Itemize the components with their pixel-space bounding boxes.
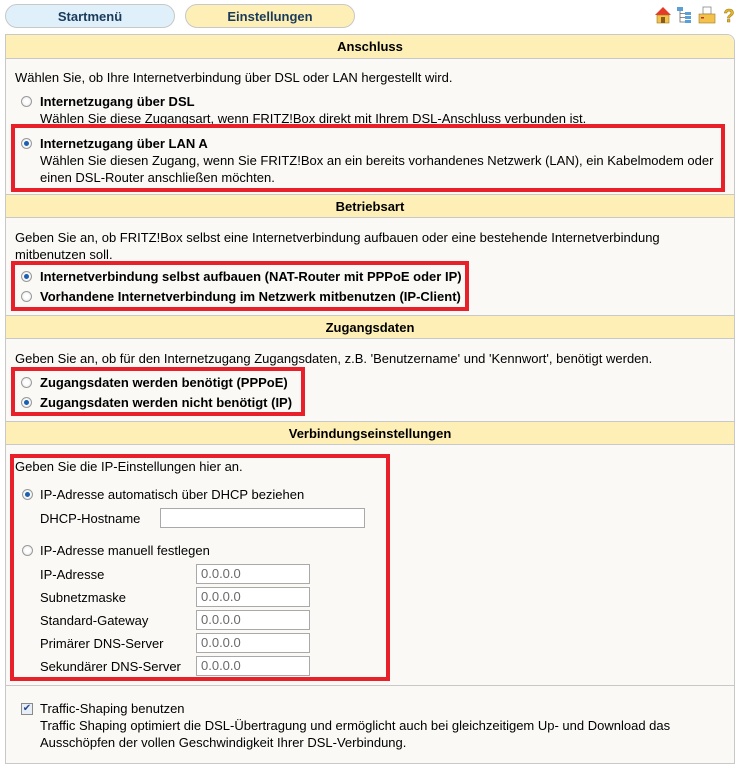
svg-text:?: ?: [723, 6, 735, 24]
option-ip-client-label: Vorhandene Internetverbindung im Netzwerk mitbenutzen (IP-Client): [40, 289, 461, 304]
printer-icon[interactable]: [698, 6, 716, 24]
gateway-label: Standard-Gateway: [40, 613, 149, 628]
radio-manual-ip[interactable]: [22, 545, 33, 556]
ip-address-label: IP-Adresse: [40, 567, 105, 582]
option-dsl-desc: Wählen Sie diese Zugangsart, wenn FRITZ!Box direkt mit Ihrem DSL-Anschluss verbunden ist.: [40, 111, 587, 126]
option-pppoe-label: Zugangsdaten werden benötigt (PPPoE): [40, 375, 288, 390]
section-divider: [6, 685, 734, 686]
traffic-shaping-desc-2: Ausschöpfen der vollen Geschwindigkeit Ihrer DSL-Verbindung.: [40, 735, 407, 750]
verbindung-intro: Geben Sie die IP-Einstellungen hier an.: [15, 459, 243, 474]
tab-startmenu[interactable]: Startmenü: [5, 4, 175, 28]
toolbar-icons: [654, 6, 738, 24]
option-lan-desc-2: einen DSL-Router anschließen möchten.: [40, 170, 275, 185]
option-lan-desc-1: Wählen Sie diesen Zugang, wenn Sie FRITZ!Box an ein bereits vorhandenes Netzwerk (LAN), ein Kabelmodem oder: [40, 153, 714, 168]
primary-dns-label: Primärer DNS-Server: [40, 636, 164, 651]
radio-lan[interactable]: [21, 138, 32, 149]
betriebsart-intro-2: mitbenutzen soll.: [15, 247, 113, 262]
traffic-shaping-label: Traffic-Shaping benutzen: [40, 701, 185, 716]
anschluss-intro: Wählen Sie, ob Ihre Internetverbindung über DSL oder LAN hergestellt wird.: [15, 70, 453, 85]
ip-address-input[interactable]: 0.0.0.0: [196, 564, 310, 584]
home-icon[interactable]: [654, 6, 672, 24]
radio-nat-router[interactable]: [21, 271, 32, 282]
dhcp-hostname-label: DHCP-Hostname: [40, 511, 141, 526]
option-dsl-label: Internetzugang über DSL: [40, 94, 195, 109]
betriebsart-intro-1: Geben Sie an, ob FRITZ!Box selbst eine Internetverbindung aufbauen oder eine bestehende Internetverbindung: [15, 230, 660, 245]
subnet-mask-label: Subnetzmaske: [40, 590, 126, 605]
dhcp-hostname-input[interactable]: [160, 508, 365, 528]
network-tree-icon[interactable]: [676, 6, 694, 24]
help-icon[interactable]: [720, 6, 738, 24]
radio-dsl[interactable]: [21, 96, 32, 107]
subnet-mask-input[interactable]: 0.0.0.0: [196, 587, 310, 607]
radio-ip-client[interactable]: [21, 291, 32, 302]
secondary-dns-input[interactable]: 0.0.0.0: [196, 656, 310, 676]
radio-ip[interactable]: [21, 397, 32, 408]
radio-dhcp[interactable]: [22, 489, 33, 500]
secondary-dns-label: Sekundärer DNS-Server: [40, 659, 181, 674]
option-manual-ip-label: IP-Adresse manuell festlegen: [40, 543, 210, 558]
option-dhcp-label: IP-Adresse automatisch über DHCP beziehen: [40, 487, 305, 502]
option-nat-router-label: Internetverbindung selbst aufbauen (NAT-Router mit PPPoE oder IP): [40, 269, 462, 284]
option-lan-label: Internetzugang über LAN A: [40, 136, 208, 151]
section-header-anschluss: Anschluss: [6, 35, 734, 59]
section-header-zugangsdaten: Zugangsdaten: [6, 315, 734, 339]
traffic-shaping-checkbox[interactable]: ✔: [22, 703, 32, 714]
option-ip-label: Zugangsdaten werden nicht benötigt (IP): [40, 395, 293, 410]
tab-einstellungen[interactable]: Einstellungen: [185, 4, 355, 28]
radio-pppoe[interactable]: [21, 377, 32, 388]
traffic-shaping-desc-1: Traffic Shaping optimiert die DSL-Übertragung und ermöglicht auch bei gleichzeitigem Up- und Download das: [40, 718, 671, 733]
section-header-betriebsart: Betriebsart: [6, 194, 734, 218]
gateway-input[interactable]: 0.0.0.0: [196, 610, 310, 630]
primary-dns-input[interactable]: 0.0.0.0: [196, 633, 310, 653]
settings-panel: [5, 34, 735, 764]
section-header-verbindungseinstellungen: Verbindungseinstellungen: [6, 421, 734, 445]
zugangsdaten-intro: Geben Sie an, ob für den Internetzugang Zugangsdaten, z.B. 'Benutzername' und 'Kennwort', benötigt werden.: [15, 351, 653, 366]
